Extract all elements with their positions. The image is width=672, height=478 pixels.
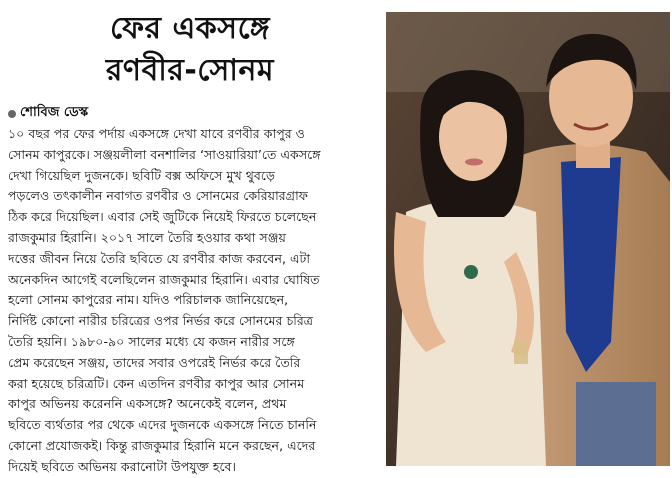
body-line: দেখা গিয়েছিল দুজনকে। ছবিটি বক্স অফিসে মুখ থুবড়ে	[8, 167, 275, 183]
body-line: দিয়েই ছবিতে অভিনয় করানোটা উপযুক্ত হবে।	[8, 458, 237, 474]
body-line: তৈরি হয়নি। ১৯৮০-৯০ সালের মধ্যে যে কজন নারীর সঙ্গে	[8, 333, 295, 349]
body-line: করা হয়েছে চরিত্রটি। কেন এতদিন রণবীর কাপুর আর সোনম	[8, 375, 305, 391]
body-line: কাপুর অভিনয় করেননি একসঙ্গে? অনেকেই বলেন, প্রথম	[8, 396, 287, 412]
body-line: অনেকদিন আগেই বলেছিলেন রাজকুমার হিরানি। এবার ঘোষিত	[8, 271, 320, 287]
body-line: সোনম কাপুরকে। সঞ্জয়লীলা বনশালির ‘সাওয়ারিয়া’তে একসঙ্গে	[8, 146, 321, 162]
headline-line-2: রণবীর-সোনম	[105, 53, 275, 88]
body-line: প্রেম করেছেন সঞ্জয়, তাদের সবার ওপরেই নির্ভর করে তৈরি	[8, 354, 301, 370]
bullet-icon	[8, 110, 16, 118]
man-jeans	[576, 382, 656, 466]
body-line: ঠিক করে দিয়েছিল। এবার সেই জুটিকে নিয়েই ফিরতে চলেছেন	[8, 209, 317, 225]
headline	[0, 8, 380, 92]
body-line: ছবিতে ব্যর্থতার পর থেকে এদের দুজনকে একসঙ্গে নিতে চাননি	[8, 417, 317, 433]
body-line: ১০ বছর পর ফের পর্দায় একসঙ্গে দেখা যাবে রণবীর কাপুর ও	[8, 126, 305, 141]
body-line: হলো সোনম কাপুরের নাম। যদিও পরিচালক জানিয়েছেন,	[8, 292, 289, 308]
body-line: পড়লেও তৎকালীন নবাগত রণবীর ও সোনমের কেরিয়ারগ্রাফ	[8, 188, 308, 204]
body-line: দত্তের জীবন নিয়ে তৈরি ছবিতে যে রণবীর কাজ করবেন, এটা	[8, 250, 311, 266]
byline	[8, 103, 88, 124]
article-body	[8, 124, 376, 478]
body-line: রাজকুমার হিরানি। ২০১৭ সালে তৈরি হওয়ার কথা সঞ্জয়	[8, 229, 286, 245]
byline-text: শোবিজ ডেস্ক	[20, 105, 89, 120]
body-line: নির্দিষ্ট কোনো নারীর চরিত্রের ওপর নির্ভর করে সোনমের চরিত্র	[8, 313, 314, 329]
necklace	[464, 265, 478, 279]
body-line: কোনো প্রযোজকই। কিন্তু রাজকুমার হিরানি মনে করছেন, এদের	[8, 437, 316, 453]
headline-line-1: ফের একসঙ্গে	[109, 11, 271, 46]
article-photo	[386, 12, 670, 466]
photo-illustration	[386, 12, 670, 466]
